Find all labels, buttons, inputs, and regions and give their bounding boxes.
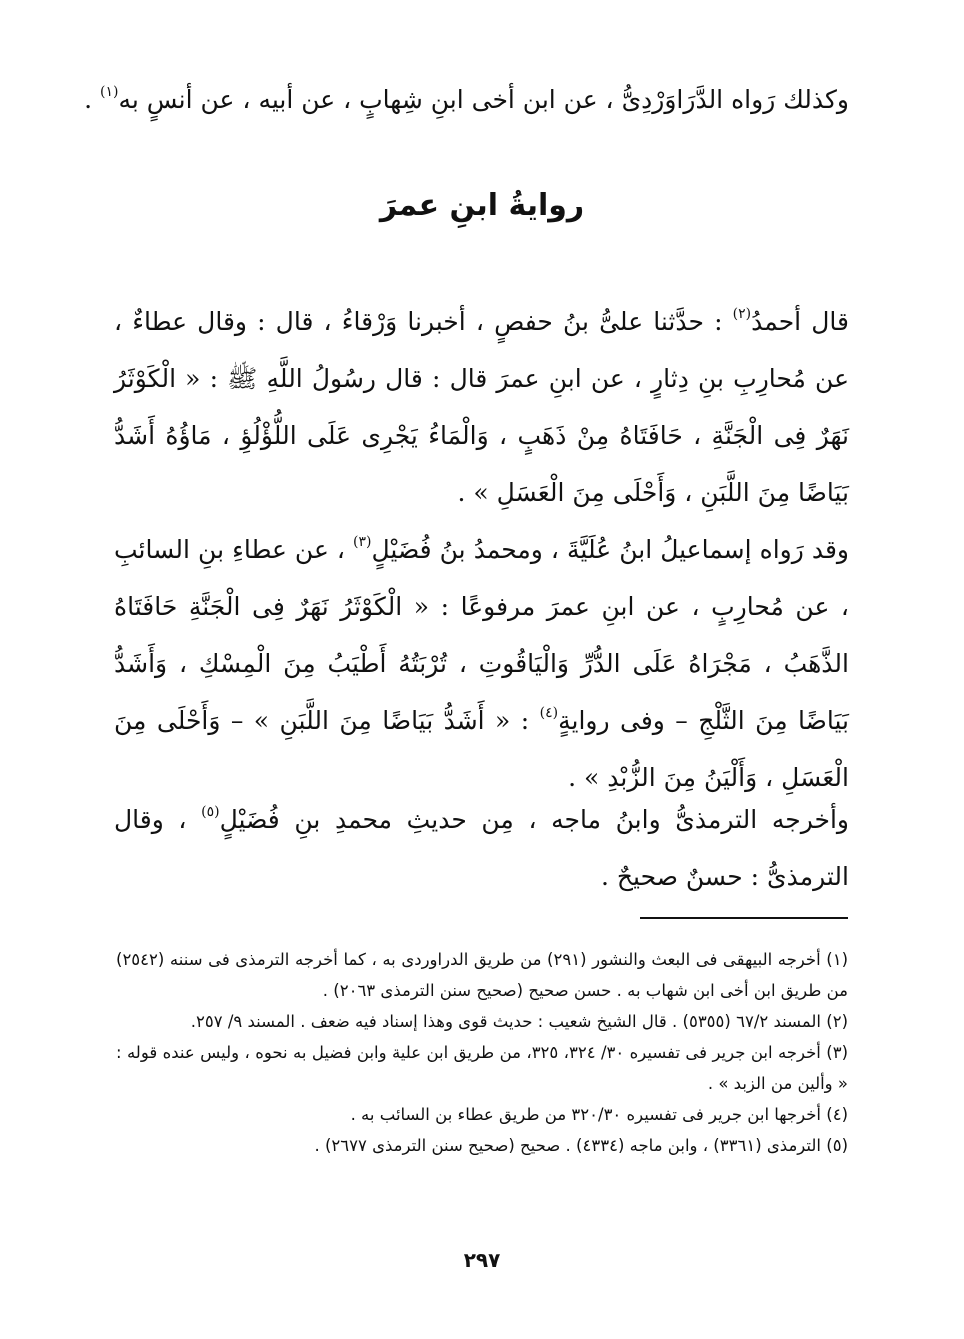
paragraph-text: ، وقال الترمذىُّ : حسنٌ صحيحٌ . — [114, 805, 849, 891]
continuation-text: وكذلك رَواه الدَّرَاوَرْدِىُّ ، عن ابن أخى ابنِ شِهابٍ ، عن أبيه ، عن أنسٍ به — [118, 85, 849, 114]
paragraph-text: ، عن عطاءِ بنِ السائبِ ، عن مُحارِبٍ ، عن ابنِ عمرَ مرفوعًا : « الْكَوْثَرُ نَهَرٌ فِى الْجَنَّةِ حَافَتَاهُ الذَّهَبُ ، مَجْرَاهُ عَلَى الدُّرِّ وَالْيَاقُوتِ ، تُرْبَتُهُ أَطْيَبُ مِنَ الْمِسْكِ ، وَأَشَدُّ بَيَاضًا مِنَ الثَّلْجِ – وفى روايةٍ — [114, 535, 849, 735]
footnotes — [116, 944, 848, 1161]
footnote-marker-5: (٥) — [201, 804, 220, 820]
footnote-4: (٤) أخرجها ابن جرير فى تفسيره ٣٢٠/٣٠ من طريق عطاء بن السائب به . — [350, 1105, 848, 1124]
footnote-1: (١) أخرجه البيهقى فى البعث والنشور (٢٩١) من طريق الدراوردى به ، كما أخرجه الترمذى فى سننه (٢٥٤٢) من طريق ابن أخى ابن شهاب به . حسن صحيح (صحيح سنن الترمذى ٢٠٦٣) . — [116, 950, 848, 1000]
continuation-line — [84, 78, 849, 122]
paragraph-text: قال أحمدُ — [751, 307, 849, 336]
section-heading: روايةُ ابنِ عمرَ — [379, 188, 585, 223]
footnote-marker-2: (٢) — [732, 306, 752, 322]
continuation-end: . — [84, 85, 101, 114]
paragraph-text: : « أَشَدُّ بَيَاضًا مِنَ اللَّبَنِ » – وَأَحْلَى مِنَ الْعَسَلِ ، وَأَلْيَنُ مِنَ الزُّبْدِ » . — [114, 706, 849, 792]
page-number: ٢٩٧ — [463, 1248, 501, 1272]
paragraph-tirmidhi — [114, 791, 849, 905]
footnote-marker-1: (١) — [100, 84, 119, 100]
footnote-marker-3: (٣) — [353, 534, 372, 550]
footnote-3: (٣) أخرجه ابن جرير فى تفسيره ٣٠/ ٣٢٤، ٣٢٥، من طريق ابن علية وابن فضيل به نحوه ، وليس عنده قوله : « وألين من الزبد » . — [116, 1043, 849, 1093]
paragraph-ahmad — [114, 293, 849, 521]
footnote-5: (٥) الترمذى (٣٣٦١) ، وابن ماجه (٤٣٣٤) . صحيح (صحيح سنن الترمذى ٢٦٧٧) . — [314, 1136, 848, 1155]
footnote-2: (٢) المسند ٦٧/٢ (٥٣٥٥) . قال الشيخ شعيب : حديث قوى وهذا إسناد فيه ضعف . المسند ٩/ ٢٥٧. — [190, 1012, 848, 1031]
paragraph-ismail — [114, 521, 849, 806]
paragraph-text: وقد رَواه إسماعيلُ ابنُ عُلَيَّةَ ، ومحمدُ بنُ فُضَيْلٍ — [371, 535, 849, 564]
footnote-separator — [640, 917, 848, 919]
paragraph-text: وأخرجه الترمذىُّ وابنُ ماجه ، مِن حديثِ محمدِ بنِ فُضَيْلٍ — [219, 805, 849, 834]
paragraph-text: : حدَّثنا علىُّ بنُ حفصٍ ، أخبرنا وَرْقاءُ ، قال : وقال عطاءٌ ، عن مُحارِبِ بنِ دِثارٍ ، عن ابنِ عمرَ قال : قال رسُولُ اللَّهِ ﷺ : « الْكَوْثَرُ نَهَرٌ فِى الْجَنَّةِ ، حَافَتَاهُ مِنْ ذَهَبٍ ، وَالْمَاءُ يَجْرِى عَلَى اللُّؤْلُؤِ ، مَاؤُهُ أَشَدُّ بَيَاضًا مِنَ اللَّبَنِ ، وَأَحْلَى مِنَ الْعَسَلِ » . — [114, 307, 849, 507]
footnote-marker-4: (٤) — [539, 705, 559, 721]
